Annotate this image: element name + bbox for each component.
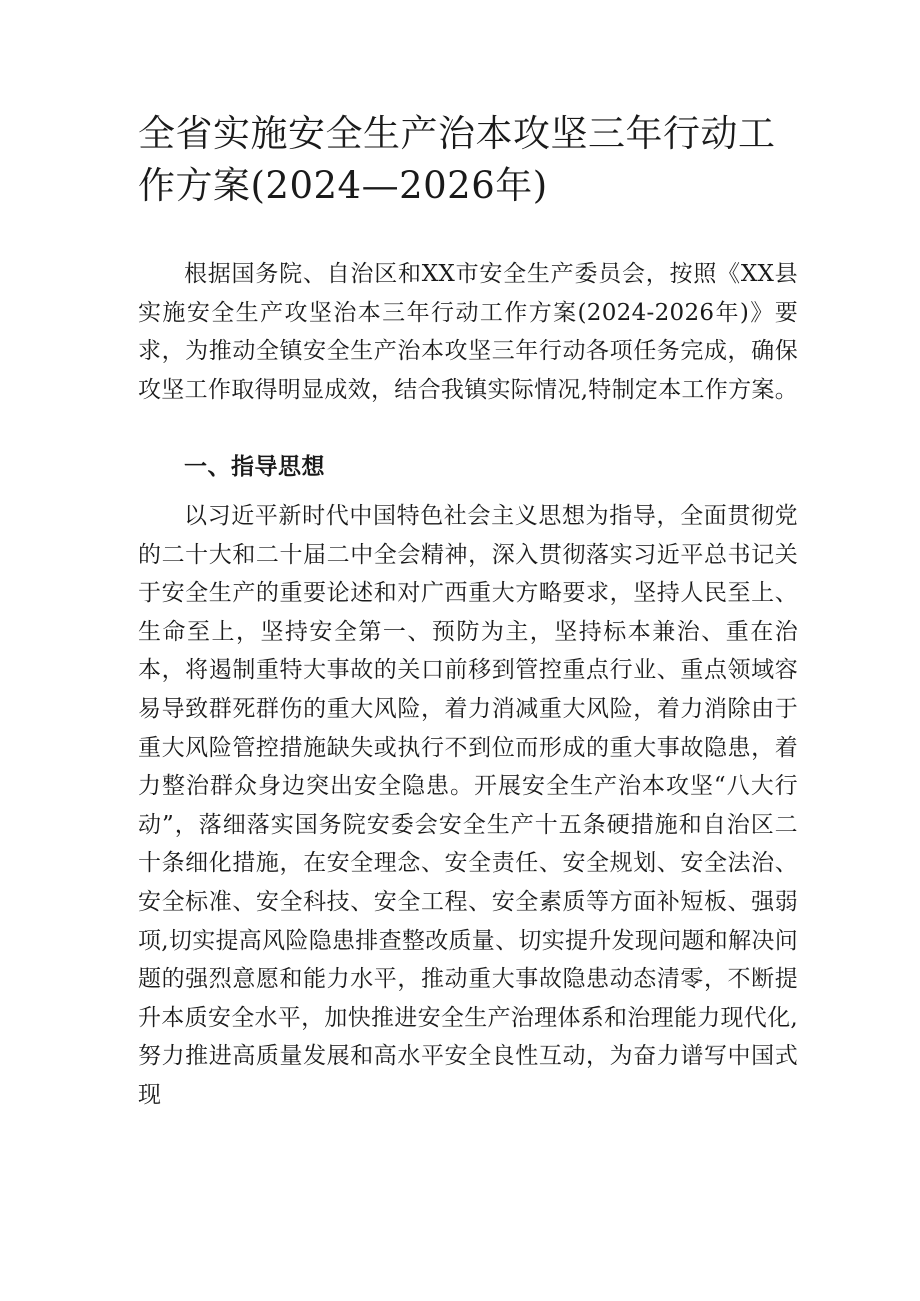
section-heading-guiding-ideology: 一、指导思想 xyxy=(184,454,325,480)
document-title: 全省实施安全生产治本攻坚三年行动工作方案(2024—2026年) xyxy=(138,112,776,207)
intro-paragraph: 根据国务院、自治区和XX市安全生产委员会，按照《XX县实施安全生产攻坚治本三年行动工作方案(2024-2026年)》要求，为推动全镇安全生产治本攻坚三年行动各项任务完成，确保攻坚工作取得明显成效，结合我镇实际情况,特制定本工作方案。 xyxy=(138,261,799,403)
guiding-ideology-paragraph: 以习近平新时代中国特色社会主义思想为指导，全面贯彻党的二十大和二十届二中全会精神，深入贯彻落实习近平总书记关于安全生产的重要论述和对广西重大方略要求，坚持人民至上、生命至上，坚持安全第一、预防为主，坚持标本兼治、重在治本，将遏制重特大事故的关口前移到管控重点行业、重点领域容易导致群死群伤的重大风险，着力消减重大风险，着力消除由于重大风险管控措施缺失或执行不到位而形成的重大事故隐患，着力整治群众身边突出安全隐患。开展安全生产治本攻坚“八大行动”，落细落实国务院安委会安全生产十五条硬措施和自治区二十条细化措施，在安全理念、安全责任、安全规划、安全法治、安全标准、安全科技、安全工程、安全素质等方面补短板、强弱项,切实提高风险隐患排查整改质量、切实提升发现问题和解决问题的强烈意愿和能力水平，推动重大事故隐患动态清零，不断提升本质安全水平，加快推进安全生产治理体系和治理能力现代化,努力推进高质量发展和高水平安全良性互动，为奋力谱写中国式现 xyxy=(138,503,799,1108)
